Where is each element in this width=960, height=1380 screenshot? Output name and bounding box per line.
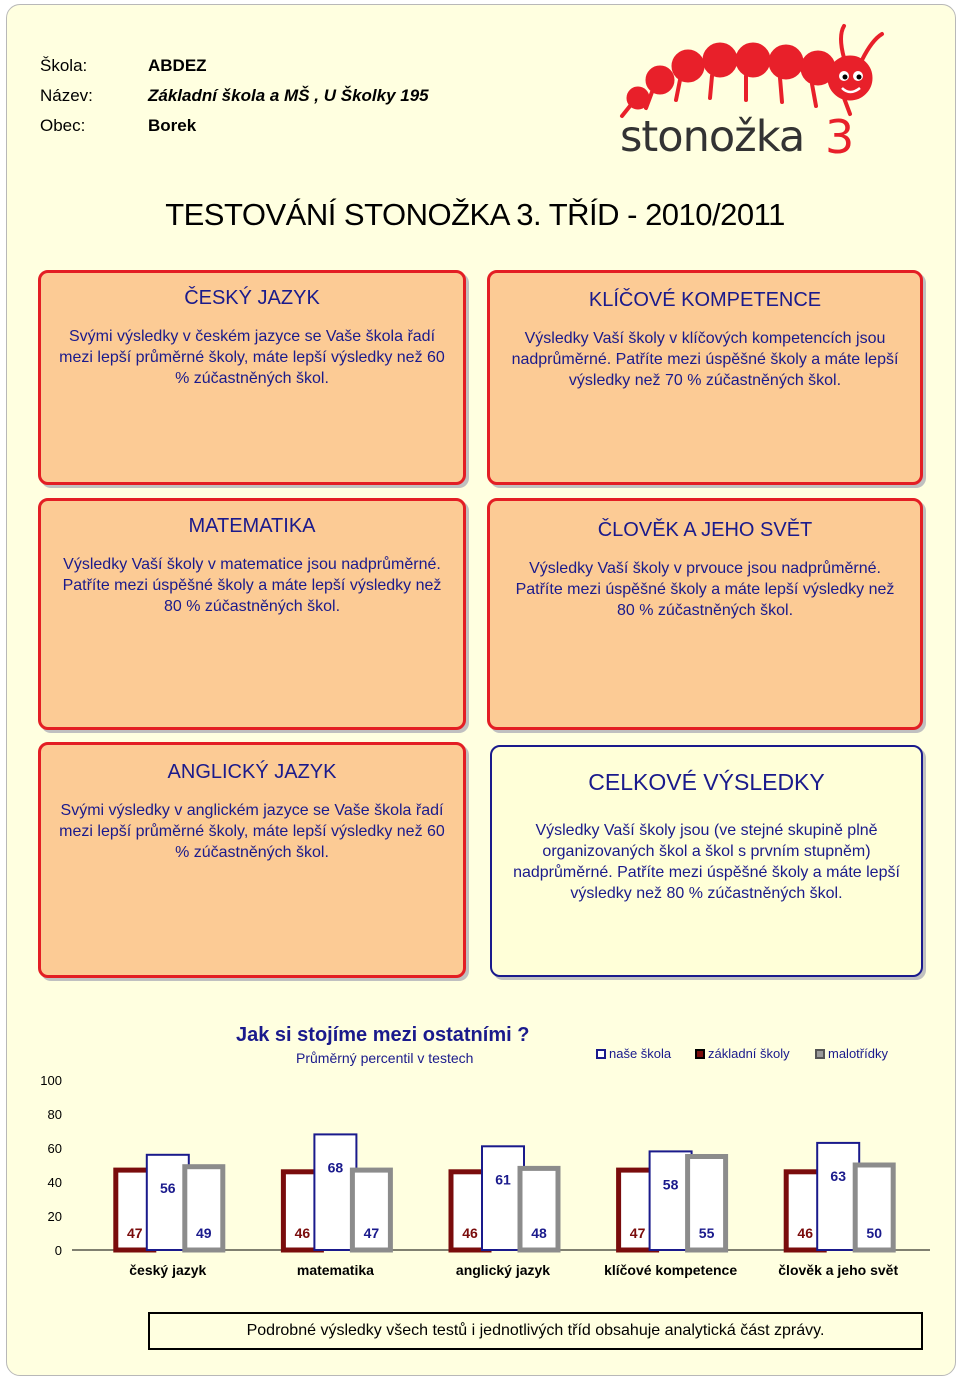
school-value: ABDEZ xyxy=(148,56,207,75)
x-tick-label: český jazyk xyxy=(129,1262,207,1278)
legend-label: naše škola xyxy=(609,1046,672,1061)
school-label: Škola: xyxy=(40,56,88,75)
card-body: Výsledky Vaší školy v matematice jsou nadprůměrné. Patříte mezi úspěšné školy a máte lepší výsledky než 80 % zúčastněných škol. xyxy=(62,556,442,615)
data-label: 46 xyxy=(462,1225,478,1241)
y-tick-label: 40 xyxy=(47,1175,62,1190)
card-title: ČESKÝ JAZYK xyxy=(184,287,320,309)
card-title: CELKOVÉ VÝSLEDKY xyxy=(588,769,825,795)
card-title: ANGLICKÝ JAZYK xyxy=(167,761,337,783)
town-label: Obec: xyxy=(40,116,86,135)
card-body: Výsledky Vaší školy v prvouce jsou nadprůměrné. Patříte mezi úspěšné školy a máte lepší výsledky než 80 % zúčastněných škol. xyxy=(515,560,895,619)
data-label: 61 xyxy=(495,1171,511,1188)
card-title: MATEMATIKA xyxy=(188,515,316,537)
data-label: 58 xyxy=(662,1176,679,1193)
x-tick-label: matematika xyxy=(296,1262,374,1278)
y-tick-label: 0 xyxy=(54,1243,62,1258)
data-label: 56 xyxy=(160,1179,176,1196)
footer-note: Podrobné výsledky všech testů i jednotlivých tříd obsahuje analytická část zprávy. xyxy=(148,1312,923,1350)
chart-subtitle: Průměrný percentil v testech xyxy=(296,1050,474,1066)
name-value: Základní škola a MŠ , U Školky 195 xyxy=(148,86,429,105)
data-label: 49 xyxy=(196,1225,212,1241)
data-label: 55 xyxy=(698,1225,715,1241)
data-label: 50 xyxy=(866,1225,882,1241)
data-label: 46 xyxy=(797,1225,813,1241)
logo-number: 3 xyxy=(825,110,855,164)
y-tick-label: 20 xyxy=(47,1209,62,1224)
data-label: 47 xyxy=(363,1225,380,1241)
card-body: Svými výsledky v anglickém jazyce se Vaše škola řadí mezi lepší průměrné školy, máte lepší výsledky než 60 % zúčastněných škol. xyxy=(59,802,445,861)
card-title: ČLOVĚK A JEHO SVĚT xyxy=(597,519,813,541)
data-label: 46 xyxy=(294,1225,311,1241)
legend-label: malotřídky xyxy=(828,1046,888,1061)
data-label: 68 xyxy=(327,1159,344,1176)
x-tick-label: anglický jazyk xyxy=(455,1262,551,1278)
card-body: Výsledky Vaší školy v klíčových kompetencích jsou nadprůměrné. Patříte mezi úspěšné školy a máte lepší výsledky než 70 % zúčastněných škol. xyxy=(511,330,899,389)
x-tick-label: člověk a jeho svět xyxy=(778,1262,899,1278)
y-tick-label: 60 xyxy=(47,1141,62,1156)
card-body: Svými výsledky v českém jazyce se Vaše škola řadí mezi lepší průměrné školy, máte lepší výsledky než 60 % zúčastněných škol. xyxy=(59,328,445,387)
logo-wordmark: stonožka xyxy=(620,112,805,162)
data-label: 47 xyxy=(629,1225,646,1241)
y-tick-label: 100 xyxy=(40,1073,62,1088)
card-title: KLÍČOVÉ KOMPETENCE xyxy=(588,289,822,311)
data-label: 47 xyxy=(127,1225,143,1241)
y-tick-label: 80 xyxy=(47,1107,62,1122)
town-value: Borek xyxy=(148,116,197,135)
chart-title: Jak si stojíme mezi ostatními ? xyxy=(236,1024,530,1046)
card-body: Výsledky Vaší školy jsou (ve stejné skupině plně organizovaných škol a škol s prvním stupněm) nadprůměrné. Patříte mezi úspěšné školy a máte lepší výsledky než 80 % zúčastněných škol. xyxy=(513,822,900,902)
x-tick-label: klíčové kompetence xyxy=(604,1262,738,1278)
page-title: TESTOVÁNÍ STONOŽKA 3. TŘÍD - 2010/2011 xyxy=(165,197,785,232)
data-label: 63 xyxy=(830,1167,846,1184)
legend-label: základní školy xyxy=(708,1046,790,1061)
data-label: 48 xyxy=(531,1225,547,1241)
name-label: Název: xyxy=(40,86,93,105)
